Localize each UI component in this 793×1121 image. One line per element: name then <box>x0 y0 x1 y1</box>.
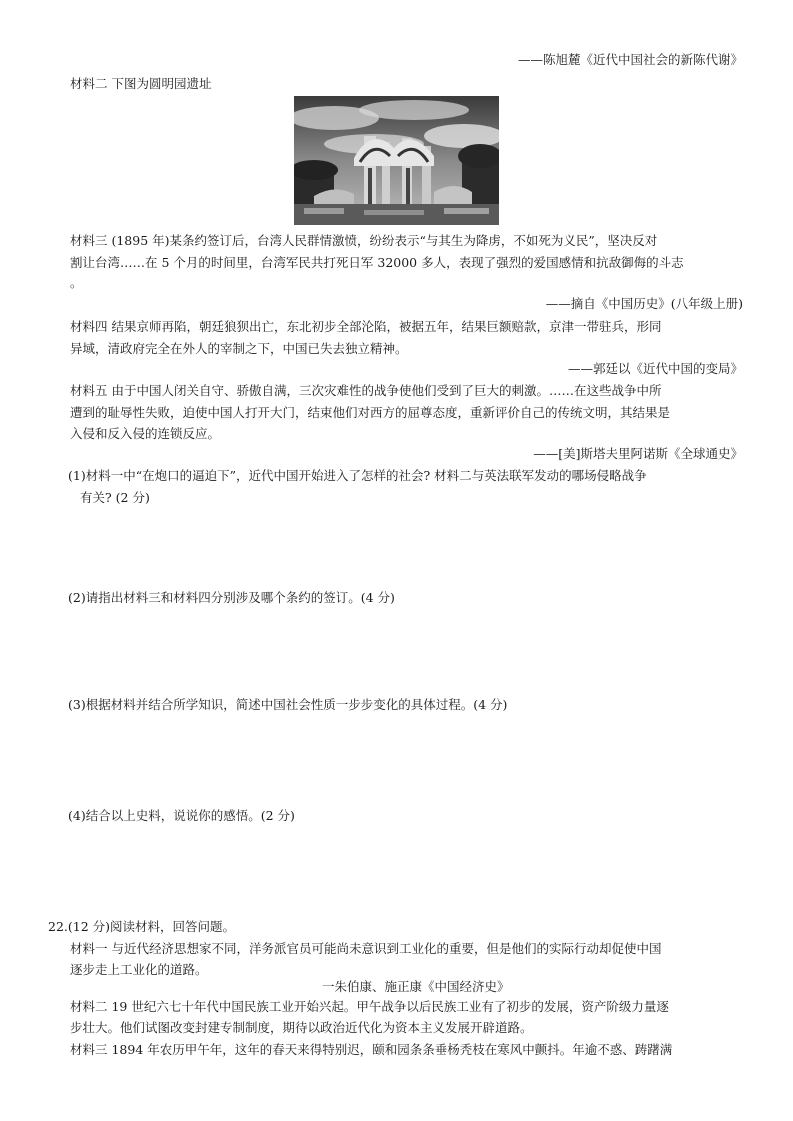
question-1-line-2: 有关? (2 分) <box>80 490 150 505</box>
q22-material-2-line-1: 材料二 19 世纪六七十年代中国民族工业开始兴起。甲午战争以后民族工业有了初步的发展，资产阶级力量逐 <box>70 999 669 1014</box>
material-4-line-1: 材料四 结果京师再陷，朝廷狼狈出亡，东北初步全部沦陷，被据五年，结果巨额赔款，京津一带驻兵，形同 <box>70 319 662 334</box>
material-5-line-2: 遭到的耻辱性失败，迫使中国人打开大门，结束他们对西方的屈尊态度，重新评价自己的传统文明，其结果是 <box>70 405 671 420</box>
material-3-line-3: 。 <box>70 275 83 290</box>
question-22-header: 22.(12 分)阅读材料，回答问题。 <box>48 919 236 934</box>
q22-material-1-line-1: 材料一 与近代经济思想家不同，洋务派官员可能尚未意识到工业化的重要，但是他们的实际行动却促使中国 <box>70 941 662 956</box>
material-5-citation: ——[美]斯塔夫里阿诺斯《全球通史》 <box>533 446 743 461</box>
material-3-line-2: 割让台湾……在 5 个月的时间里，台湾军民共打死日军 32000 多人，表现了强烈的爱国感情和抗敌御侮的斗志 <box>70 255 684 270</box>
material-4-citation: ——郭廷以《近代中国的变局》 <box>567 361 743 376</box>
q22-material-2-line-2: 步壮大。他们试图改变封建专制制度，期待以政治近代化为资本主义发展开辟道路。 <box>70 1020 533 1035</box>
q22-material-1-line-2: 逐步走上工业化的道路。 <box>70 962 208 977</box>
material-4-line-2: 异域，清政府完全在外人的宰制之下，中国已失去独立精神。 <box>70 341 408 356</box>
material-5-line-1: 材料五 由于中国人闭关自守、骄傲自满，三次灾难性的战争使他们受到了巨大的刺激。……在这些战争中所 <box>70 383 662 398</box>
question-2: (2)请指出材料三和材料四分别涉及哪个条约的签订。(4 分) <box>68 590 395 605</box>
material-3-line-1: 材料三 (1895 年)某条约签订后，台湾人民群情激愤，纷纷表示“与其生为降虏，不如死为义民”，坚决反对 <box>70 233 658 248</box>
question-3: (3)根据材料并结合所学知识，简述中国社会性质一步步变化的具体过程。(4 分) <box>68 697 508 712</box>
material-3-citation: ——摘自《中国历史》(八年级上册) <box>545 296 743 311</box>
yuanmingyuan-ruins-image <box>294 96 499 225</box>
material-2-label: 材料二 下图为圆明园遗址 <box>70 76 212 91</box>
question-4: (4)结合以上史料，说说你的感悟。(2 分) <box>68 808 295 823</box>
material-5-line-3: 入侵和反入侵的连锁反应。 <box>70 426 221 441</box>
top-citation: ——陈旭麓《近代中国社会的新陈代谢》 <box>517 52 743 67</box>
question-1-line-1: (1)材料一中“在炮口的逼迫下”，近代中国开始进入了怎样的社会? 材料二与英法联军发动的哪场侵略战争 <box>68 468 647 483</box>
q22-material-1-citation: 一朱伯康、施正康《中国经济史》 <box>322 979 510 994</box>
q22-material-3-line-1: 材料三 1894 年农历甲午年，这年的春天来得特别迟，颐和园条条垂杨秃枝在寒风中颤抖。年逾不惑、踌躇满 <box>70 1042 673 1057</box>
